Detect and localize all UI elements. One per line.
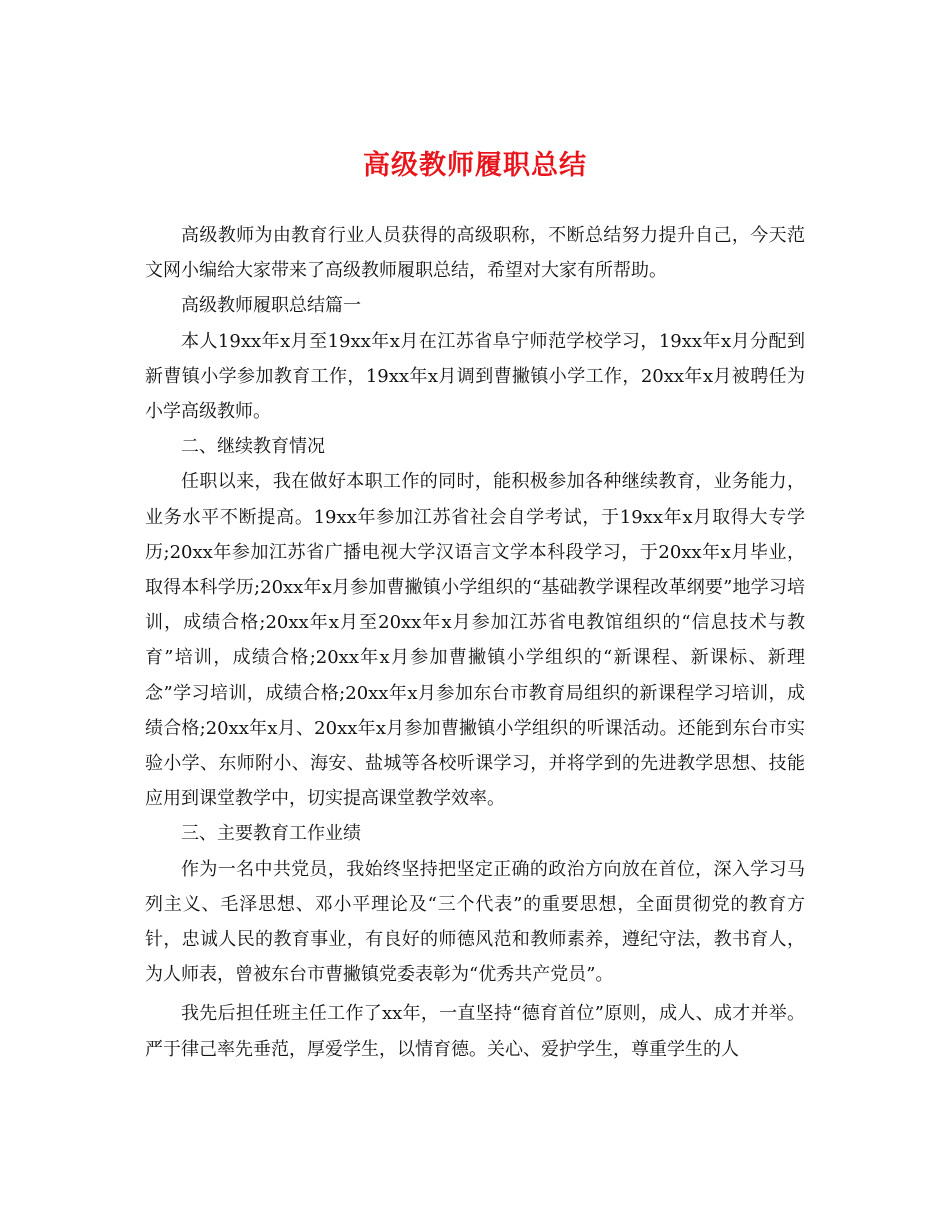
paragraph-class-teacher: 我先后担任班主任工作了xx年，一直坚持“德育首位”原则，成人、成才并举。严于律己率先垂范，厚爱学生，以情育德。关心、爱护学生，尊重学生的人 [145,1003,805,1060]
paragraph-intro: 高级教师为由教育行业人员获得的高级职称，不断总结努力提升自己，今天范文网小编给大家带来了高级教师履职总结，希望对大家有所帮助。 [145,225,805,282]
document-title: 高级教师履职总结 [363,150,587,181]
section-heading-continuing-education: 二、继续教育情况 [181,436,325,458]
paragraph-career-history: 本人19xx年x月至19xx年x月在江苏省阜宁师范学校学习，19xx年x月分配到新曹镇小学参加教育工作，19xx年x月调到曹撇镇小学工作，20xx年x月被聘任为小学高级教师。 [145,330,805,423]
document-body [145,218,805,1067]
paragraph-party-member: 作为一名中共党员，我始终坚持把坚定正确的政治方向放在首位，深入学习马列主义、毛泽思想、邓小平理论及“三个代表”的重要思想，全面贯彻党的教育方针，忠诚人民的教育事业，有良好的师德风范和教师素养，遵纪守法，教书育人，为人师表，曾被东台市曹撇镇党委表彰为“优秀共产党员”。 [145,858,805,986]
section-heading-work-achievements: 三、主要教育工作业绩 [181,823,361,845]
section-heading-part-one: 高级教师履职总结篇一 [181,295,361,317]
paragraph-continuing-education: 任职以来，我在做好本职工作的同时，能积极参加各种继续教育，业务能力，业务水平不断提高。19xx年参加江苏省社会自学考试，于19xx年x月取得大专学历;20xx年参加江苏省广播电视大学汉语言文学本科段学习，于20xx年x月毕业，取得本科学历;20xx年x月参加曹撇镇小学组织的“基础教学课程改革纲要”地学习培训，成绩合格;20xx年x月至20xx年x月参加江苏省电教馆组织的“信息技术与教育”培训，成绩合格;20xx年x月参加曹撇镇小学组织的“新课程、新课标、新理念”学习培训，成绩合格;20xx年x月参加东台市教育局组织的新课程学习培训，成绩合格;20xx年x月、20xx年x月参加曹撇镇小学组织的听课活动。还能到东台市实验小学、东师附小、海安、盐城等各校听课学习，并将学到的先进教学思想、技能应用到课堂教学中，切实提高课堂教学效率。 [145,471,805,810]
